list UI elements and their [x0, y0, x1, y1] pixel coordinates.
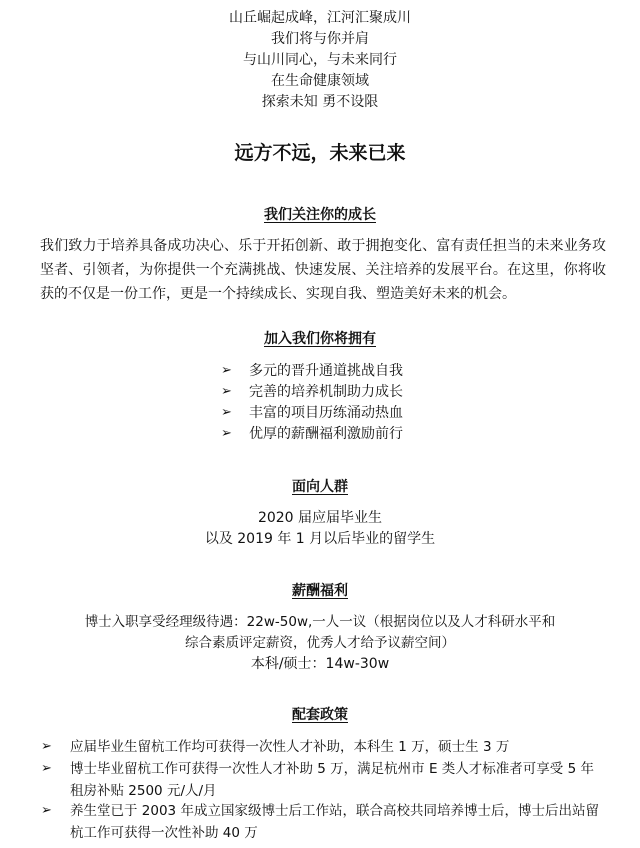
policy-heading: 配套政策	[292, 707, 348, 723]
growth-heading-wrap	[0, 205, 640, 225]
slogan: 远方不远，未来已来	[234, 142, 406, 164]
policy-item: 养生堂已于 2003 年成立国家级博士后工作站，联合高校共同培养博士后，博士后出站留杭工作可获得一次性补助 40 万	[70, 803, 599, 841]
benefit-item: 完善的培养机制助力成长	[249, 384, 403, 400]
benefit-item: 丰富的项目历练涌动热血	[249, 405, 403, 421]
arrow-bullet-icon: ➢	[41, 803, 52, 818]
salary-heading-wrap	[0, 581, 640, 601]
salary-line-3: 本科/硕士：14w-30w	[250, 656, 390, 672]
benefit-item: 多元的晋升通道挑战自我	[249, 363, 403, 379]
policy-item: 博士毕业留杭工作可获得一次性人才补助 5 万，满足杭州市 E 类人才标准者可享受 5 年租房补贴 2500 元/人/月	[70, 761, 594, 799]
arrow-bullet-icon: ➢	[221, 426, 232, 441]
arrow-bullet-icon: ➢	[41, 761, 52, 776]
growth-heading: 我们关注你的成长	[264, 207, 376, 223]
poem-line-4: 在生命健康领域	[271, 73, 369, 89]
audience-line-1: 2020 届应届毕业生	[257, 510, 383, 526]
arrow-bullet-icon: ➢	[221, 405, 232, 420]
poem-line-5: 探索未知 勇不设限	[261, 94, 379, 110]
audience-heading-wrap	[0, 477, 640, 497]
salary-line-1: 博士入职享受经理级待遇：22w-50w,一人一议（根据岗位以及人才科研水平和	[84, 614, 556, 630]
salary-heading: 薪酬福利	[292, 583, 348, 599]
poem-line-2: 我们将与你并肩	[271, 31, 369, 47]
arrow-bullet-icon: ➢	[41, 739, 52, 754]
benefits-heading-wrap	[0, 329, 640, 349]
policy-heading-wrap	[0, 705, 640, 725]
audience-line-2: 以及 2019 年 1 月以后毕业的留学生	[204, 531, 436, 547]
benefits-heading: 加入我们你将拥有	[264, 331, 376, 347]
poem-line-1: 山丘崛起成峰，江河汇聚成川	[229, 10, 411, 26]
benefit-item: 优厚的薪酬福利激励前行	[249, 426, 403, 442]
audience-heading: 面向人群	[292, 479, 348, 495]
arrow-bullet-icon: ➢	[221, 384, 232, 399]
arrow-bullet-icon: ➢	[221, 363, 232, 378]
policy-item: 应届毕业生留杭工作均可获得一次性人才补助，本科生 1 万，硕士生 3 万	[70, 739, 510, 755]
poem-line-3: 与山川同心，与未来同行	[243, 52, 397, 68]
salary-line-2: 综合素质评定薪资，优秀人才给予议薪空间）	[185, 635, 455, 651]
growth-paragraph: 我们致力于培养具备成功决心、乐于开拓创新、敢于拥抱变化、富有责任担当的未来业务攻坚者、引领者，为你提供一个充满挑战、快速发展、关注培养的发展平台。在这里，你将收获的不仅是一份工作，更是一个持续成长、实现自我、塑造美好未来的机会。	[40, 238, 606, 302]
